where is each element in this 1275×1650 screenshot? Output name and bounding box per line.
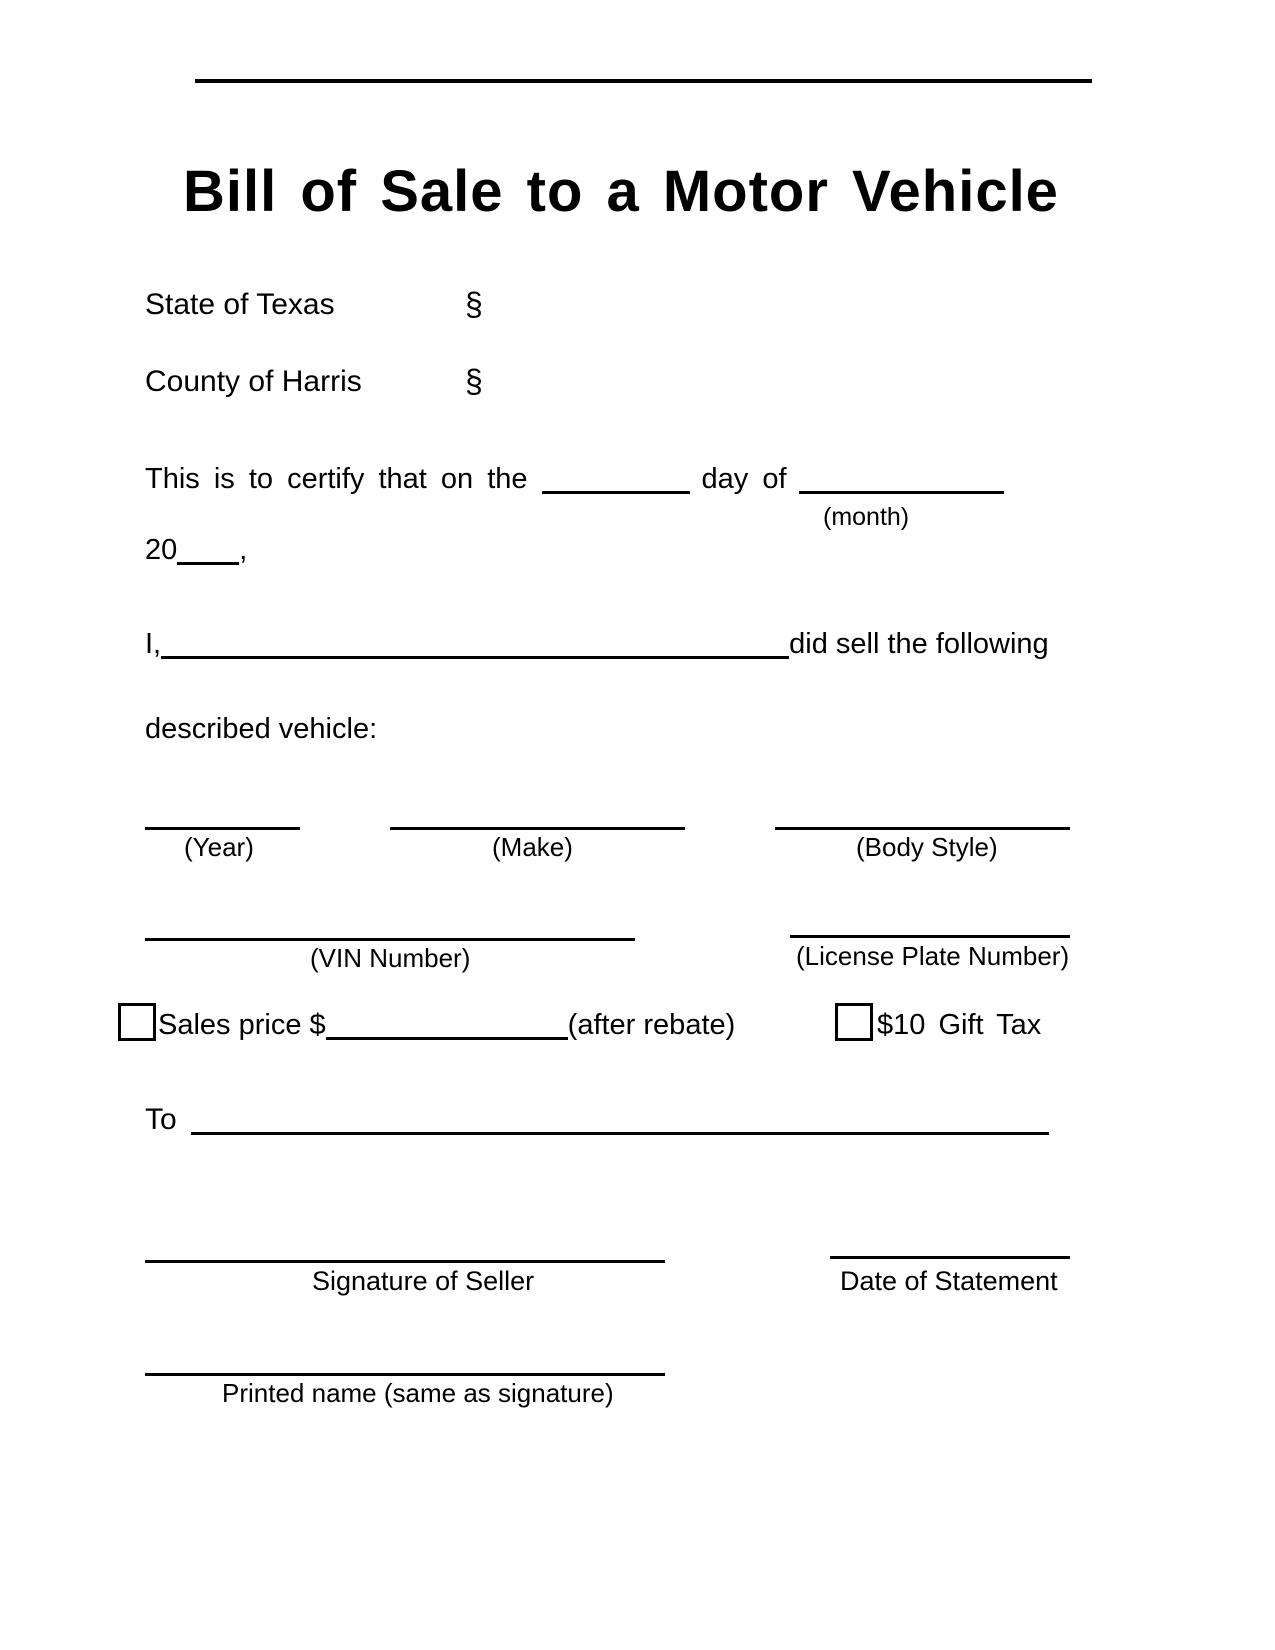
buyer-line bbox=[145, 1103, 1049, 1137]
day-blank[interactable] bbox=[542, 465, 690, 494]
make-caption: (Make) bbox=[492, 832, 573, 862]
year-field-line[interactable] bbox=[145, 827, 300, 830]
vin-field-line[interactable] bbox=[145, 938, 635, 941]
body-style-caption: (Body Style) bbox=[856, 832, 998, 862]
gift-tax-label: $10 Gift Tax bbox=[877, 1009, 1042, 1041]
did-sell-label: did sell the following bbox=[789, 628, 1049, 660]
buyer-name-blank[interactable] bbox=[191, 1105, 1049, 1135]
state-line bbox=[145, 288, 565, 322]
month-caption: (month) bbox=[823, 503, 910, 531]
certify-line bbox=[145, 463, 1004, 496]
body-style-field-line[interactable] bbox=[775, 827, 1070, 830]
county-line bbox=[145, 365, 565, 399]
plate-caption: (License Plate Number) bbox=[796, 941, 1070, 971]
i-prefix: I, bbox=[145, 628, 162, 660]
described-vehicle-label: described vehicle: bbox=[145, 713, 378, 745]
top-rule bbox=[195, 79, 1092, 83]
year-prefix: 20 bbox=[145, 534, 178, 566]
page-title: Bill of Sale to a Motor Vehicle bbox=[183, 159, 1059, 224]
sales-price-line bbox=[158, 1009, 735, 1042]
certify-lead: This is to certify that on the bbox=[145, 463, 528, 495]
state-label: State of Texas bbox=[145, 288, 335, 321]
seller-signature-line[interactable] bbox=[145, 1260, 665, 1263]
statement-date-line[interactable] bbox=[830, 1256, 1070, 1259]
gift-tax-checkbox[interactable] bbox=[835, 1003, 873, 1041]
day-of-label: day of bbox=[701, 463, 787, 495]
month-blank[interactable] bbox=[799, 465, 1004, 494]
seller-signature-caption: Signature of Seller bbox=[312, 1266, 535, 1296]
plate-field-line[interactable] bbox=[790, 935, 1070, 938]
county-section-symbol: § bbox=[465, 363, 483, 399]
year-line bbox=[145, 534, 247, 567]
printed-name-caption: Printed name (same as signature) bbox=[222, 1378, 614, 1408]
after-rebate-caption: (after rebate) bbox=[567, 1009, 736, 1041]
year-caption: (Year) bbox=[184, 832, 254, 862]
statement-date-caption: Date of Statement bbox=[840, 1266, 1058, 1296]
make-field-line[interactable] bbox=[390, 827, 685, 830]
printed-name-line[interactable] bbox=[145, 1373, 665, 1376]
year-blank[interactable] bbox=[177, 536, 239, 565]
seller-name-blank[interactable] bbox=[161, 630, 789, 659]
year-comma: , bbox=[239, 534, 248, 566]
county-label: County of Harris bbox=[145, 365, 362, 398]
to-label: To bbox=[145, 1103, 177, 1136]
seller-statement-line bbox=[145, 628, 1049, 661]
sales-price-blank[interactable] bbox=[326, 1011, 568, 1040]
state-section-symbol: § bbox=[465, 286, 483, 322]
sales-price-label: Sales price $ bbox=[158, 1009, 326, 1041]
vin-caption: (VIN Number) bbox=[310, 943, 471, 973]
sales-price-checkbox[interactable] bbox=[118, 1003, 156, 1041]
